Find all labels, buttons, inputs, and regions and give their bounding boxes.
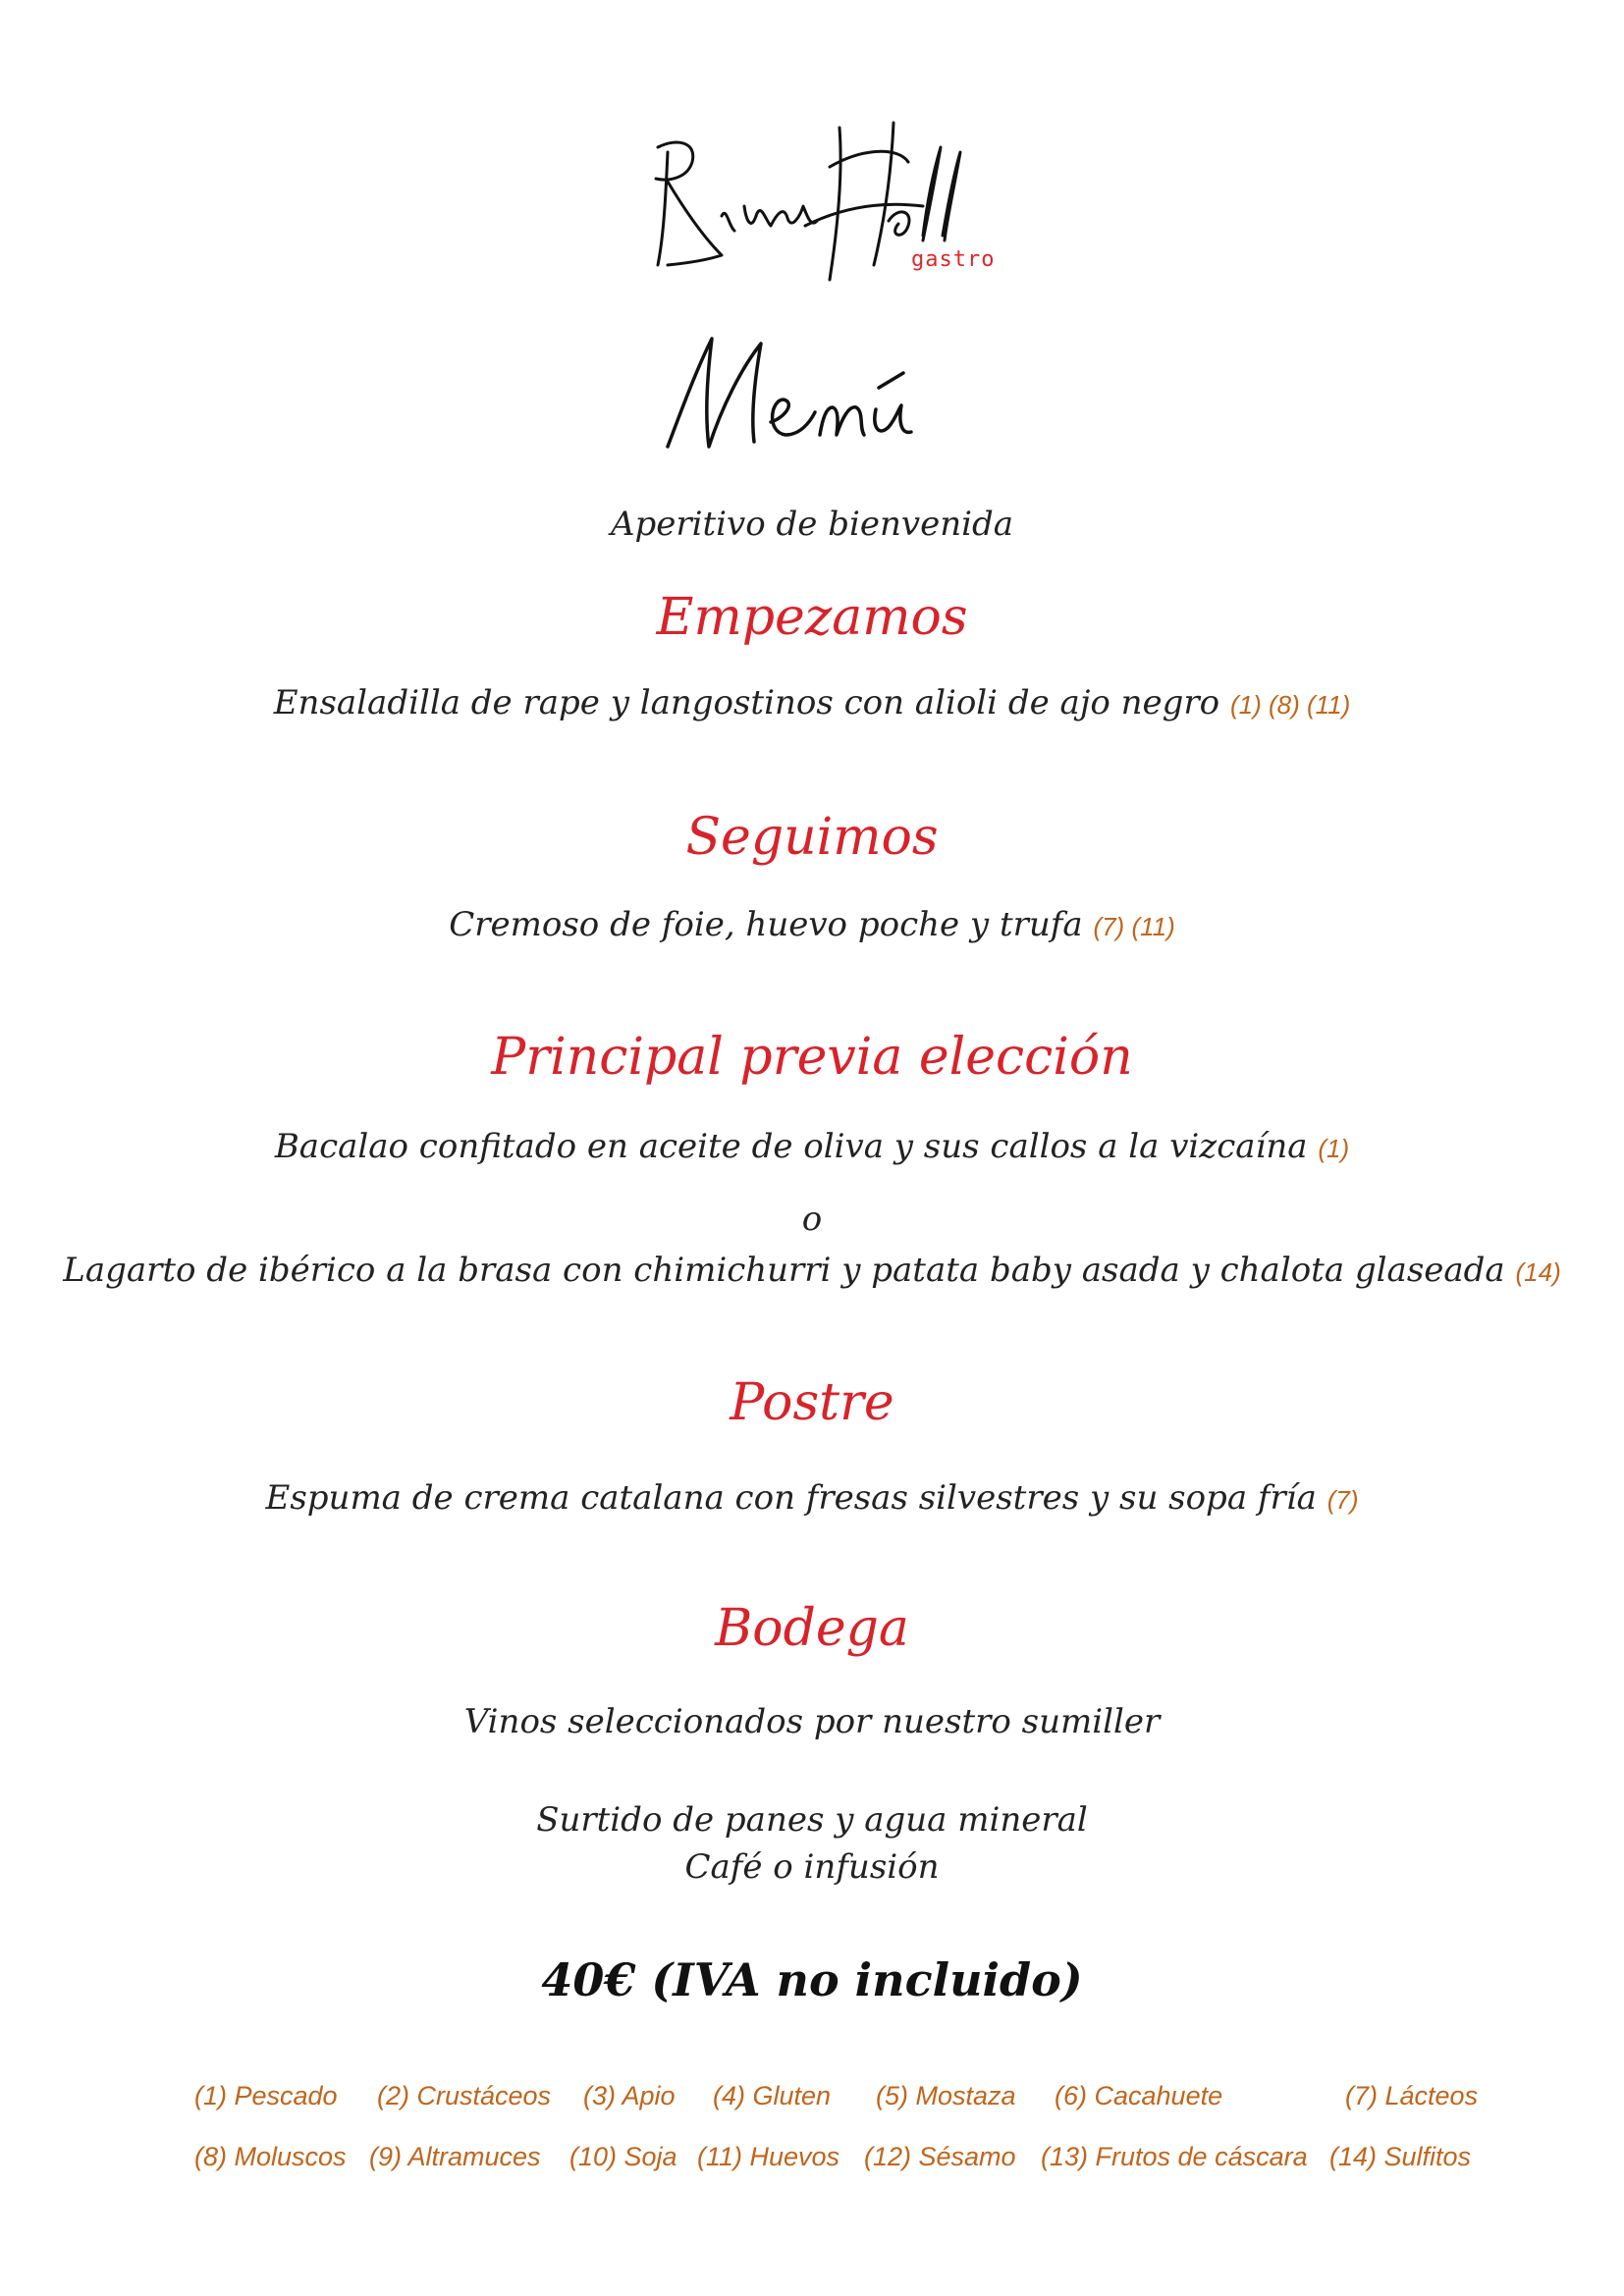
- dish-name: Vinos seleccionados por nuestro sumiller: [463, 1702, 1161, 1741]
- dish-postre: [0, 1478, 1624, 1518]
- legend-item: (2) Crustáceos: [377, 2081, 552, 2110]
- section-heading-bodega: [0, 1580, 1624, 1679]
- section-heading-postre: [0, 1355, 1624, 1453]
- postre-script-icon: [684, 1355, 940, 1448]
- logo-suffix: gastro: [911, 247, 996, 272]
- dish-allergens: (14): [1515, 1257, 1561, 1287]
- section-heading-principal: [0, 1011, 1624, 1109]
- dish-bodega: [0, 1702, 1624, 1741]
- menu-price: 40€ (IVA no incluido): [541, 1953, 1083, 2006]
- section-heading-empezamos: [0, 573, 1624, 667]
- dish-empezamos: [0, 683, 1624, 722]
- legend-item: (12) Sésamo: [864, 2142, 1016, 2171]
- dish-name: Bacalao confitado en aceite de oliva y sus callos a la vizcaína: [274, 1127, 1308, 1166]
- welcome-line: Aperitivo de bienvenida: [610, 505, 1014, 544]
- dish-seguimos: [0, 905, 1624, 944]
- legend-item: (10) Soja: [569, 2142, 677, 2171]
- svg-text:Seguimos: Seguimos: [685, 808, 939, 867]
- legend-item: (6) Cacahuete: [1055, 2081, 1223, 2110]
- dish-allergens: (7) (11): [1093, 912, 1175, 941]
- choice-separator: o: [801, 1200, 823, 1239]
- legend-item: (1) Pescado: [194, 2081, 338, 2110]
- menu-title: [648, 306, 1001, 476]
- legend-item: (14) Sulfitos: [1329, 2142, 1472, 2171]
- legend-item: (13) Frutos de cáscara: [1041, 2142, 1308, 2171]
- bodega-script-icon: [684, 1580, 940, 1674]
- seguimos-script-icon: [665, 793, 959, 881]
- legend-item: (7) Lácteos: [1345, 2081, 1479, 2110]
- svg-text:Principal previa elección: Principal previa elección: [491, 1028, 1133, 1087]
- legend-item: (5) Mostaza: [876, 2081, 1016, 2110]
- menu-title-text: Menú: [648, 306, 685, 323]
- dish-principal-2: [0, 1251, 1624, 1290]
- svg-text:Empezamos: Empezamos: [656, 588, 968, 647]
- dish-principal-1: [0, 1127, 1624, 1166]
- empezamos-script-icon: [655, 573, 969, 662]
- menu-title-script-icon: [648, 306, 1001, 476]
- svg-text:Postre: Postre: [730, 1373, 894, 1432]
- dish-allergens: (7): [1326, 1485, 1359, 1515]
- dish-allergens: (1) (8) (11): [1229, 690, 1351, 720]
- dish-name: Lagarto de ibérico a la brasa con chimichurri y patata baby asada y chalota glaseada: [63, 1251, 1505, 1290]
- legend-item: (9) Altramuces: [369, 2142, 541, 2171]
- legend-item: (8) Moluscos: [194, 2142, 347, 2171]
- extra-line-1: Surtido de panes y agua mineral: [536, 1800, 1088, 1840]
- extra-line-2: Café o infusión: [684, 1847, 940, 1887]
- principal-script-icon: [468, 1011, 1156, 1104]
- legend-item: (3) Apio: [583, 2081, 676, 2110]
- dish-name: Cremoso de foie, huevo poche y trufa: [449, 905, 1083, 944]
- legend-item: (4) Gluten: [713, 2081, 832, 2110]
- svg-text:Bodega: Bodega: [715, 1599, 909, 1658]
- dish-name: Espuma de crema catalana con fresas silvestres y su sopa fría: [265, 1478, 1317, 1518]
- river-hall-logo: [628, 108, 1001, 294]
- section-heading-seguimos: [0, 793, 1624, 886]
- dish-name: Ensaladilla de rape y langostinos con alioli de ajo negro: [273, 683, 1220, 722]
- dish-allergens: (1): [1318, 1134, 1350, 1163]
- legend-item: (11) Huevos: [697, 2142, 840, 2171]
